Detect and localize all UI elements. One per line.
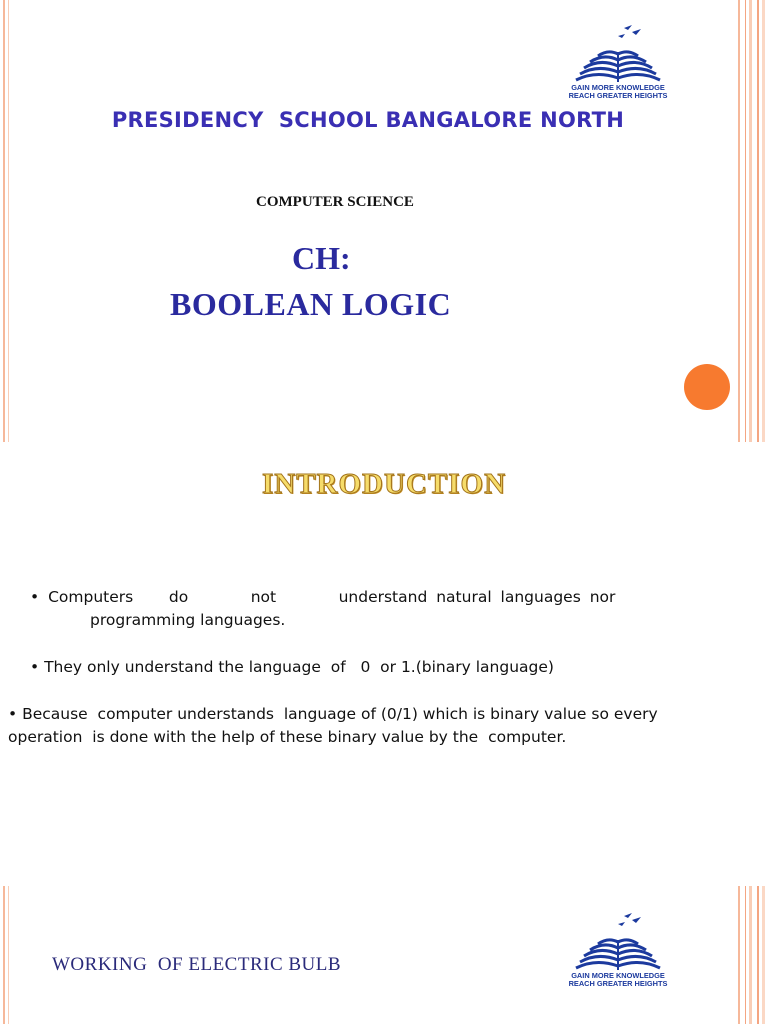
right-stripe [757, 0, 759, 442]
bullet-text: • They only understand the language of 0 or 1.(binary language) [30, 658, 554, 676]
bulb-slide [0, 886, 768, 1024]
school-logo [562, 910, 674, 990]
school-name: PRESIDENCY SCHOOL BANGALORE NORTH [111, 108, 625, 132]
subject-label: COMPUTER SCIENCE [256, 194, 414, 210]
slide-title: INTRODUCTION [261, 468, 507, 500]
svg-text:REACH GREATER HEIGHTS: REACH GREATER HEIGHTS [568, 979, 668, 988]
chapter-title: BOOLEAN LOGIC [170, 286, 452, 322]
svg-text:GAIN MORE KNOWLEDGE: GAIN MORE KNOWLEDGE [571, 971, 665, 980]
bullet-item [30, 586, 730, 632]
left-stripe [8, 886, 9, 1024]
title-slide [0, 0, 768, 442]
chapter-label: CH: [292, 240, 351, 276]
right-stripe [738, 0, 740, 442]
right-stripe [745, 886, 746, 1024]
bullet-item [8, 703, 730, 749]
bullet-text: • Because computer understands language of (0/1) which is binary value so every operation is done with the help of these binary value by the computer. [8, 705, 663, 746]
book-birds-logo-icon [562, 22, 674, 102]
right-stripe [749, 0, 752, 442]
right-stripe [749, 886, 752, 1024]
svg-text:GAIN MORE KNOWLEDGE: GAIN MORE KNOWLEDGE [571, 83, 665, 92]
left-stripe [3, 886, 5, 1024]
bullet-text-continued: programming languages. [90, 611, 286, 629]
bullet-text: • Computers do not understand natural languages nor [30, 588, 616, 606]
introduction-slide [0, 446, 768, 886]
svg-text:REACH GREATER HEIGHTS: REACH GREATER HEIGHTS [568, 91, 668, 100]
right-stripe [757, 886, 759, 1024]
right-stripe [762, 886, 765, 1024]
school-logo [562, 22, 674, 102]
accent-dot [684, 364, 730, 410]
right-stripe [762, 0, 765, 442]
slide-title: WORKING OF ELECTRIC BULB [52, 954, 342, 975]
book-birds-logo-icon [562, 910, 674, 990]
bullet-item [30, 656, 730, 679]
left-stripe [8, 0, 9, 442]
left-stripe [3, 0, 5, 442]
right-stripe [745, 0, 746, 442]
right-stripe [738, 886, 740, 1024]
bullet-list [8, 586, 730, 773]
